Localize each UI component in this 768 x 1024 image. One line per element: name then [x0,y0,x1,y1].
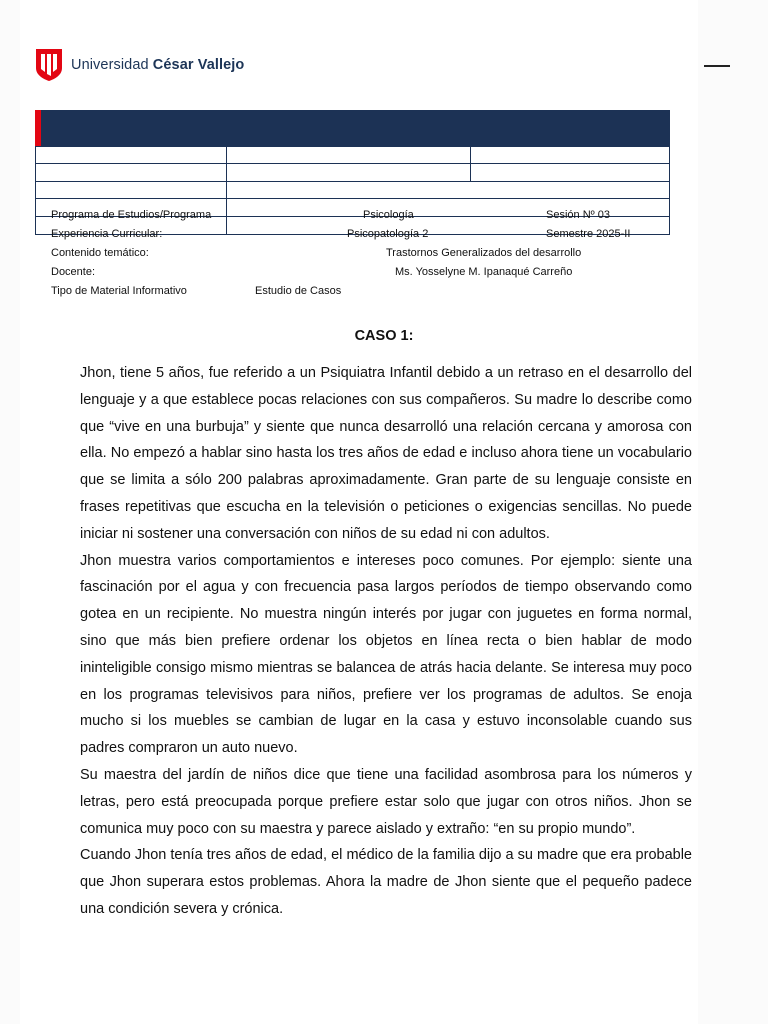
logo-text-regular: Universidad [71,57,153,73]
table-border [470,146,471,181]
table-border [35,198,670,199]
meta-label-tipo: Tipo de Material Informativo [51,285,187,297]
case-paragraph: Jhon muestra varios comportamientos e intereses poco comunes. Por ejemplo: siente una fascinación por el agua y con frecuencia pasa largos períodos de tiempo observando como gotea en un recipiente. No muestra ningún interés por jugar con juguetes en forma normal, sino que más bien prefiere ordenar los objetos en línea recta o bien hablar de modo ininteligible consigo mismo mientras se balancea de atrás hacia delante. Se interesa muy poco en los programas televisivos para niños, prefiere ver los programas de adultos. Se enoja mucho si los muebles se cambian de lugar en la casa y estuvo inconsolable cuando sus padres compraron un auto nuevo. [80,552,692,757]
meta-value-experiencia: Psicopatología 2 [347,228,429,240]
meta-extra-sesion: Sesión Nº 03 [546,209,610,221]
meta-value-tipo: Estudio de Casos [255,285,342,297]
logo-text [71,57,244,73]
table-border [35,146,36,234]
header-bar-accent [35,110,41,146]
table-border [35,146,670,147]
table-border [35,163,670,164]
meta-value-contenido: Trastornos Generalizados del desarrollo [386,247,582,259]
header-bar [35,110,670,146]
case-title: CASO 1: [354,328,414,344]
page-margin-left [0,0,20,1024]
meta-extra-semestre: Semestre 2025-II [546,228,631,240]
table-border [669,146,670,234]
meta-label-experiencia: Experiencia Curricular: [51,228,163,240]
meta-value-programa: Psicología [363,209,414,221]
logo-text-bold: César Vallejo [152,57,245,73]
meta-value-docente: Ms. Yosselyne M. Ipanaqué Carreño [395,266,573,278]
university-logo [35,48,244,82]
case-paragraph: Jhon, tiene 5 años, fue referido a un Psiquiatra Infantil debido a un retraso en el desarrollo del lenguaje y a que establece pocas relaciones con sus compañeros. Su madre lo describe como que “vive en una burbuja” y siente que nunca desarrolló una relación cercana y amorosa con ella. No empezó a hablar sino hasta los tres años de edad e incluso ahora tiene un vocabulario que se limita a sólo 200 palabras aproximadamente. Gran parte de su lenguaje consiste en frases repetitivas que escucha en la televisión o peticiones o exigencias sencillas. No puede iniciar ni sostener una conversación con niños de su edad ni con adultos. [80,365,692,542]
page-margin-right [698,0,768,1024]
case-body [80,360,692,923]
shield-logo-icon [35,48,63,82]
meta-label-contenido: Contenido temático: [51,247,149,259]
table-border [35,181,670,182]
header-dash [704,65,730,67]
meta-label-docente: Docente: [51,266,96,278]
case-paragraph: Su maestra del jardín de niños dice que tiene una facilidad asombrosa para los números y letras, pero está preocupada porque prefiere estar solo que jugar con otros niños. Jhon se comunica muy poco con su maestra y parece aislado y extraño: “en su propio mundo”. [80,766,692,837]
case-paragraph: Cuando Jhon tenía tres años de edad, el médico de la familia dijo a su madre que era probable que Jhon superara estos problemas. Ahora la madre de Jhon siente que el pequeño padece una condición severa y crónica. [80,847,692,917]
meta-label-programa: Programa de Estudios/Programa [51,209,212,221]
table-border [226,146,227,234]
